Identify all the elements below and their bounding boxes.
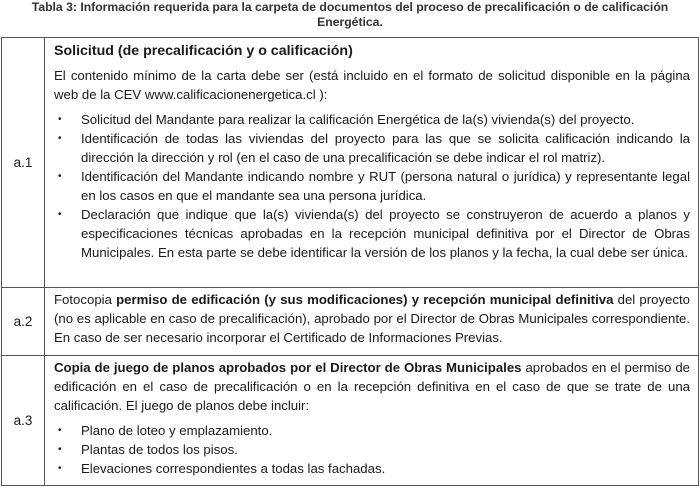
table-caption — [0, 0, 700, 38]
plans-list — [54, 421, 690, 478]
caption-line-2: Energética. — [317, 15, 383, 29]
requirements-list — [54, 110, 690, 262]
table-row-a1 — [2, 38, 699, 288]
permit-paragraph: Fotocopia permiso de edificación (y sus modificaciones) y recepción municipal definitiva del proyecto (no es aplicable en caso de precalificación), aprobado por el Director de Obras Municipales correspondiente. En caso de ser necesario incorporar el Certificado de Informaciones Previas. — [54, 292, 690, 345]
intro-paragraph: El contenido mínimo de la carta debe ser (está incluido en el formato de solicitud disponible en la página web de la CEV www.calificacionenergetica.cl ): — [54, 68, 690, 102]
bullet-icon: • — [58, 463, 62, 474]
list-item: • Plantas de todos los pisos. — [58, 442, 238, 457]
row-label-a1: a.1 — [2, 38, 45, 288]
list-item: • Identificación del Mandante indicando nombre y RUT (persona natural o jurídica) y representante legal en los casos en que el mandante sea una persona jurídica. — [58, 169, 690, 203]
table-row-a2 — [2, 288, 699, 356]
row-label-a2: a.2 — [2, 288, 45, 356]
list-item: • Plano de loteo y emplazamiento. — [58, 423, 273, 438]
plans-emphasis: Copia de juego de planos aprobados por el Director de Obras Municipales — [54, 360, 522, 375]
bullet-icon: • — [58, 209, 62, 220]
bullet-icon: • — [58, 114, 62, 125]
list-item: • Identificación de todas las viviendas del proyecto para las que se solicita calificación indicando la dirección la dirección y rol (en el caso de una precalificación se debe indicar el rol matriz). — [58, 131, 690, 165]
plans-paragraph: Copia de juego de planos aprobados por el Director de Obras Municipales aprobados en el permiso de edificación en el caso de precalificación o en la recepción definitiva en el caso de que se trate de una calificación. El juego de planos debe incluir: — [54, 360, 690, 413]
list-item: • Solicitud del Mandante para realizar la calificación Energética de la(s) vivienda(s) del proyecto. — [58, 112, 635, 127]
bullet-icon: • — [58, 425, 62, 436]
row-content-a1 — [45, 38, 699, 288]
requirements-table — [1, 37, 699, 486]
row-content-a2 — [45, 288, 699, 356]
bullet-icon: • — [58, 444, 62, 455]
list-item: • Declaración que indique que la(s) vivienda(s) del proyecto se construyeron de acuerdo a planos y especificaciones técnicas aprobadas en la recepción municipal definitiva por el Director de Obras Municipales. En esta parte se debe identificar la versión de los planos y la fecha, la cual debe ser única. — [58, 207, 690, 260]
row-label-a3: a.3 — [2, 356, 45, 486]
caption-line-1: Tabla 3: Información requerida para la carpeta de documentos del proceso de precalificación o de calificación — [31, 0, 669, 14]
list-item: • Elevaciones correspondientes a todas las fachadas. — [58, 461, 386, 476]
bullet-icon: • — [58, 133, 62, 144]
section-heading: Solicitud (de precalificación y o calificación) — [54, 43, 353, 59]
row-content-a3 — [45, 356, 699, 486]
permit-emphasis: permiso de edificación (y sus modificaciones) y recepción municipal definitiva — [116, 292, 614, 307]
table-row-a3 — [2, 356, 699, 486]
bullet-icon: • — [58, 171, 62, 182]
